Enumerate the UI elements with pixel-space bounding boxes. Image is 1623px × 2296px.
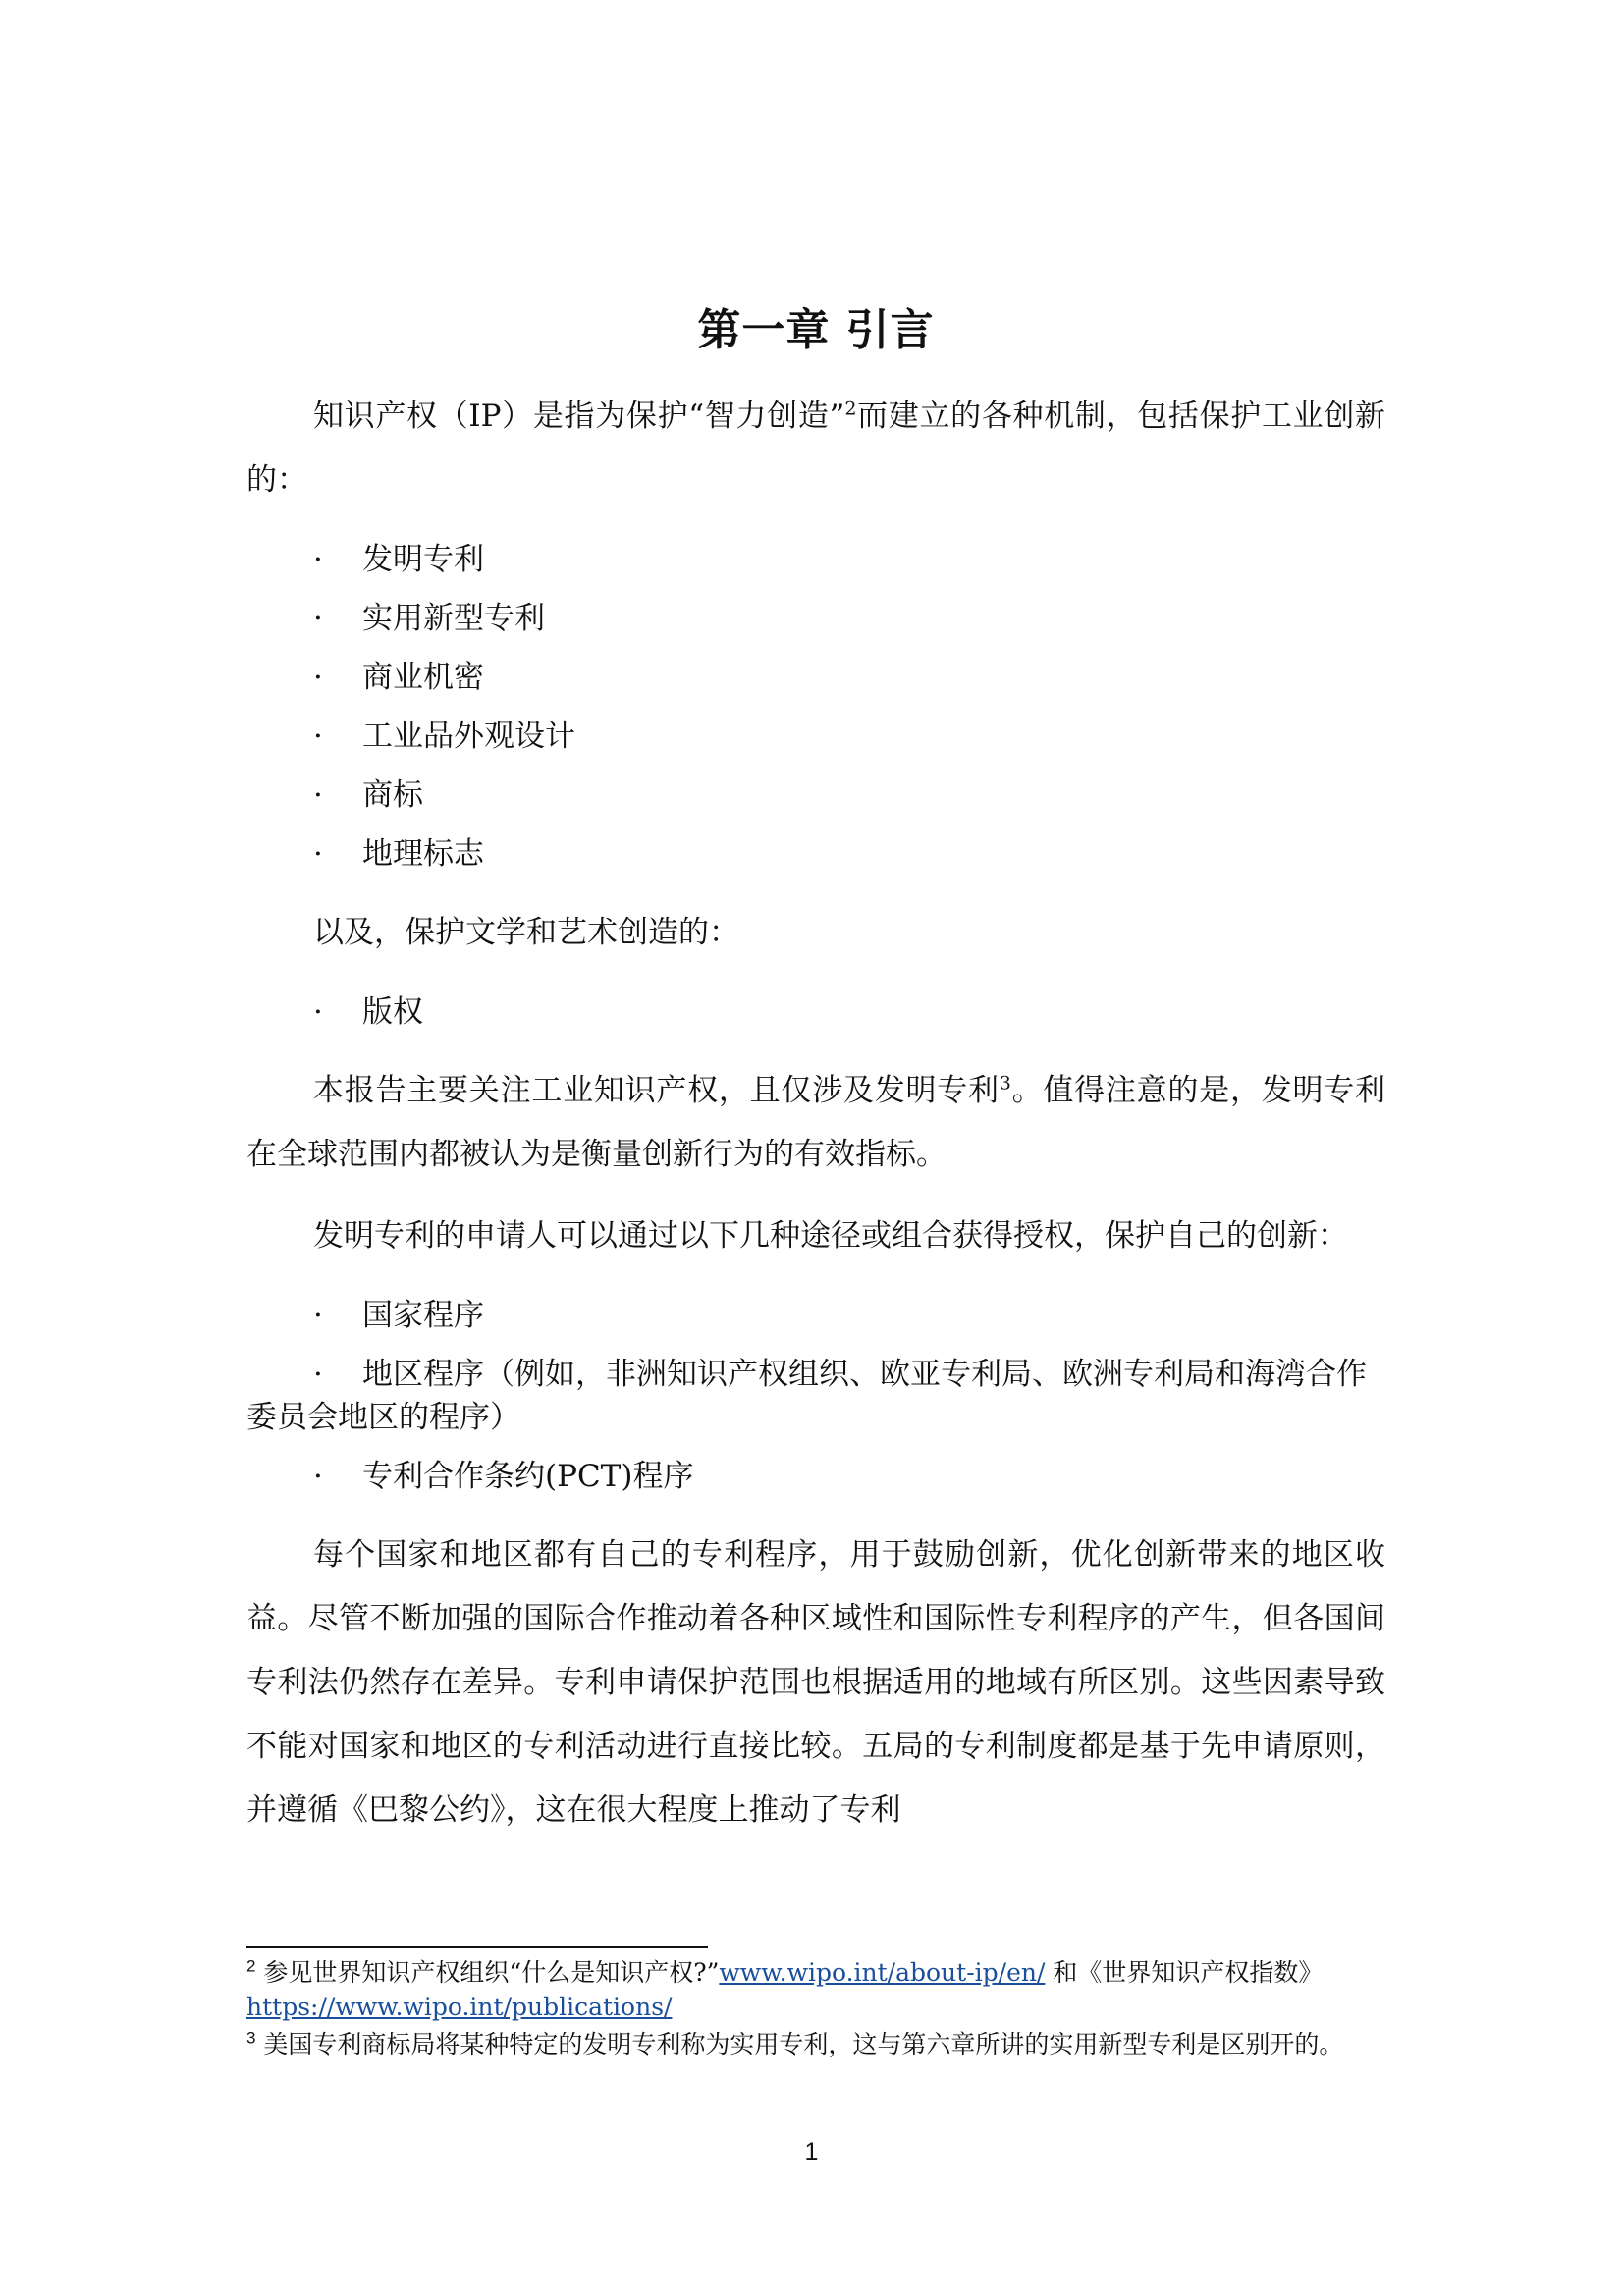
footnote-ref-2[interactable]: 2 xyxy=(844,398,857,420)
closing-paragraph: 每个国家和地区都有自己的专利程序，用于鼓励创新，优化创新带来的地区收益。尽管不断加强的国际合作推动着各种区域性和国际性专利程序的产生，但各国间专利法仍然存在差异。专利申请保护范围也根据适用的地域有所区别。这些因素导致不能对国家和地区的专利活动进行直接比较。五局的专利制度都是基于先申请原则，并遵循《巴黎公约》，这在很大程度上推动了专利 xyxy=(246,1537,1385,1828)
page-number: 1 xyxy=(804,2138,819,2165)
bullet-icon: · xyxy=(313,777,323,813)
literary-intro-paragraph: 以及，保护文学和艺术创造的： xyxy=(313,915,739,950)
list-item: · 地理标志 xyxy=(246,825,1385,883)
wipo-about-ip-link[interactable]: www.wipo.int/about-ip/en/ xyxy=(719,1958,1046,1987)
list-item: · 商标 xyxy=(246,766,1385,825)
bullet-icon: · xyxy=(313,719,323,754)
list-item: · 版权 xyxy=(246,983,1385,1041)
bullet-icon: · xyxy=(313,601,323,636)
routes-list xyxy=(246,1286,1385,1506)
routes-intro-paragraph: 发明专利的申请人可以通过以下几种途径或组合获得授权，保护自己的创新： xyxy=(313,1218,1348,1254)
list-item: · 商业机密 xyxy=(246,648,1385,707)
bullet-icon: · xyxy=(313,1357,323,1392)
industrial-ip-list xyxy=(246,530,1385,883)
bullet-icon: · xyxy=(313,1298,323,1333)
literary-ip-list xyxy=(246,983,1385,1041)
list-item: · 专利合作条约(PCT)程序 xyxy=(246,1447,1385,1506)
list-item: · 工业品外观设计 xyxy=(246,707,1385,766)
bullet-icon: · xyxy=(313,660,323,695)
footnote-ref-3[interactable]: 3 xyxy=(999,1072,1011,1095)
list-item: · 地区程序（例如，非洲知识产权组织、欧亚专利局、欧洲专利局和海湾合作委员会地区的程序） xyxy=(246,1345,1385,1447)
bullet-icon: · xyxy=(313,542,323,577)
main-content xyxy=(246,294,1385,1860)
footnote-2: $^2$ 参见世界知识产权组织“什么是知识产权?”www.wipo.int/about-ip/en/ 和《世界知识产权指数》https://www.wipo.int/publications/ xyxy=(246,1956,1324,2021)
list-item: · 国家程序 xyxy=(246,1286,1385,1345)
intro-paragraph: 知识产权（IP）是指为保护“智力创造”$^2$而建立的各种机制，包括保护工业创新的： xyxy=(246,398,1385,498)
bullet-icon: · xyxy=(313,1459,323,1494)
list-item: · 实用新型专利 xyxy=(246,589,1385,648)
footnote-3: $^3$ 美国专利商标局将某种特定的发明专利称为实用专利，这与第六章所讲的实用新型专利是区别开的。 xyxy=(246,2028,1344,2058)
footnotes xyxy=(246,1955,1385,2064)
list-item: · 发明专利 xyxy=(246,530,1385,589)
footnote-separator xyxy=(246,1946,708,1948)
bullet-icon: · xyxy=(313,836,323,872)
chapter-title: 第一章 引言 xyxy=(697,305,935,355)
focus-paragraph: 本报告主要关注工业知识产权，且仅涉及发明专利$^3$。值得注意的是，发明专利在全球范围内都被认为是衡量创新行为的有效指标。 xyxy=(246,1072,1386,1172)
wipo-publications-link[interactable]: https://www.wipo.int/publications/ xyxy=(246,1993,673,2021)
bullet-icon: · xyxy=(313,994,323,1030)
